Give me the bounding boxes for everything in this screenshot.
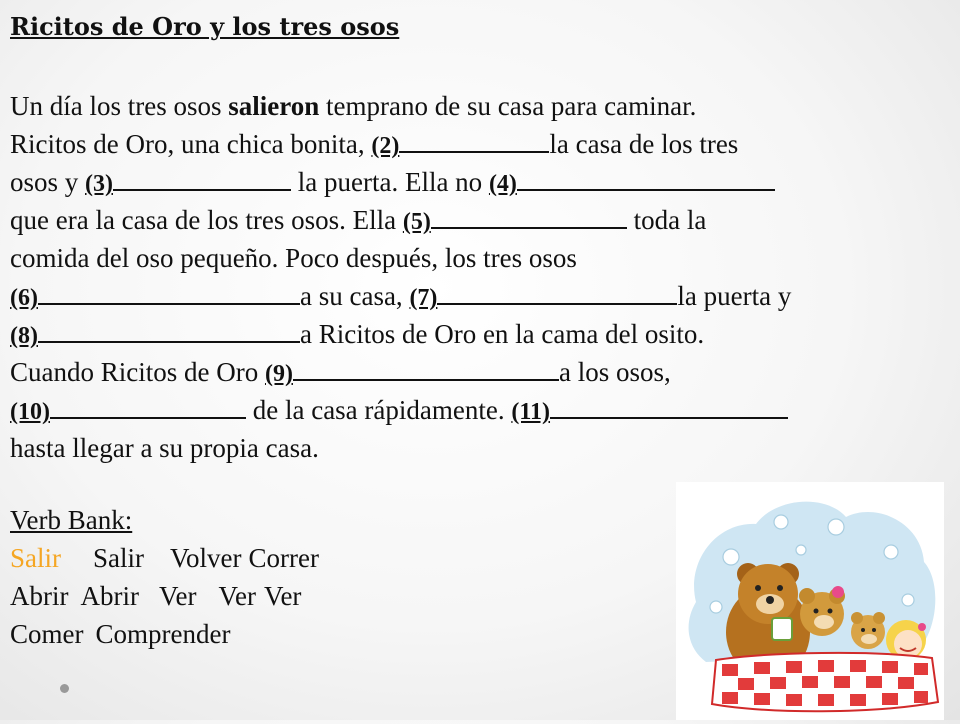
blank-number-8: (8) <box>10 323 38 349</box>
story-line-9 <box>10 391 930 429</box>
blank-2[interactable] <box>399 129 549 153</box>
blank-6[interactable] <box>38 281 300 305</box>
text-run: la casa de los tres <box>549 129 739 159</box>
text-run: la puerta y <box>677 281 792 311</box>
verb-correr: Correr <box>248 543 319 573</box>
text-run: osos y <box>10 167 86 197</box>
story-title: Ricitos de Oro y los tres osos <box>10 12 400 41</box>
story-line-2 <box>10 125 930 163</box>
blank-10[interactable] <box>50 395 246 419</box>
text-run: toda la <box>626 205 707 235</box>
blank-4[interactable] <box>517 167 775 191</box>
story-line-3 <box>10 163 930 201</box>
blank-3[interactable] <box>113 167 291 191</box>
text-run: a su casa, <box>299 281 410 311</box>
text-run: a los osos, <box>558 357 671 387</box>
verb-bank-title: Verb Bank: <box>10 505 133 535</box>
verb-ver: Ver <box>263 581 302 611</box>
story-line-5: comida del oso pequeño. Poco después, los tres osos <box>10 243 577 273</box>
story-line-1 <box>10 87 930 125</box>
story-line-8 <box>10 353 930 391</box>
blank-number-10: (10) <box>10 399 50 425</box>
blank-number-2: (2) <box>371 133 400 159</box>
text-run: de la casa rápidamente. <box>245 395 512 425</box>
verb-comer: Comer <box>10 619 84 649</box>
verb-volver: Volver <box>170 543 242 573</box>
blank-number-11: (11) <box>511 399 551 425</box>
text-run: temprano de su casa para caminar. <box>319 91 697 121</box>
story-line-4 <box>10 201 930 239</box>
story-line-7 <box>10 315 930 353</box>
blank-5[interactable] <box>431 205 627 229</box>
text-run: a Ricitos de Oro en la cama del osito. <box>299 319 705 349</box>
verb-abrir: Abrir <box>10 581 69 611</box>
story-paragraph <box>10 87 930 467</box>
bullet-dot <box>60 684 69 693</box>
verb-salir-highlighted: Salir <box>10 543 61 573</box>
blank-number-5: (5) <box>402 209 431 235</box>
verb-ver: Ver <box>158 581 197 611</box>
blank-8[interactable] <box>38 319 300 343</box>
blank-7[interactable] <box>437 281 677 305</box>
blank-number-9: (9) <box>264 361 293 387</box>
bears-clipart-icon <box>676 482 944 720</box>
blank-11[interactable] <box>550 395 788 419</box>
text-run: Ricitos de Oro, una chica bonita, <box>10 129 372 159</box>
blank-number-3: (3) <box>85 171 113 197</box>
text-run: que era la casa de los tres osos. Ella <box>10 205 403 235</box>
blank-9[interactable] <box>293 357 559 381</box>
text-run: Cuando Ricitos de Oro <box>10 357 265 387</box>
example-verb: salieron <box>228 91 320 121</box>
verb-ver: Ver <box>218 581 256 611</box>
verb-abrir: Abrir <box>80 581 139 611</box>
three-bears-illustration <box>676 482 944 720</box>
blank-number-7: (7) <box>409 285 438 311</box>
verb-comprender: Comprender <box>95 619 231 649</box>
blank-number-6: (6) <box>10 285 38 311</box>
story-line-10: hasta llegar a su propia casa. <box>10 433 319 463</box>
text-run: Un día los tres osos <box>10 91 229 121</box>
story-line-6 <box>10 277 930 315</box>
text-run: la puerta. Ella no <box>291 167 489 197</box>
blank-number-4: (4) <box>488 171 517 197</box>
verb-salir: Salir <box>93 543 144 573</box>
